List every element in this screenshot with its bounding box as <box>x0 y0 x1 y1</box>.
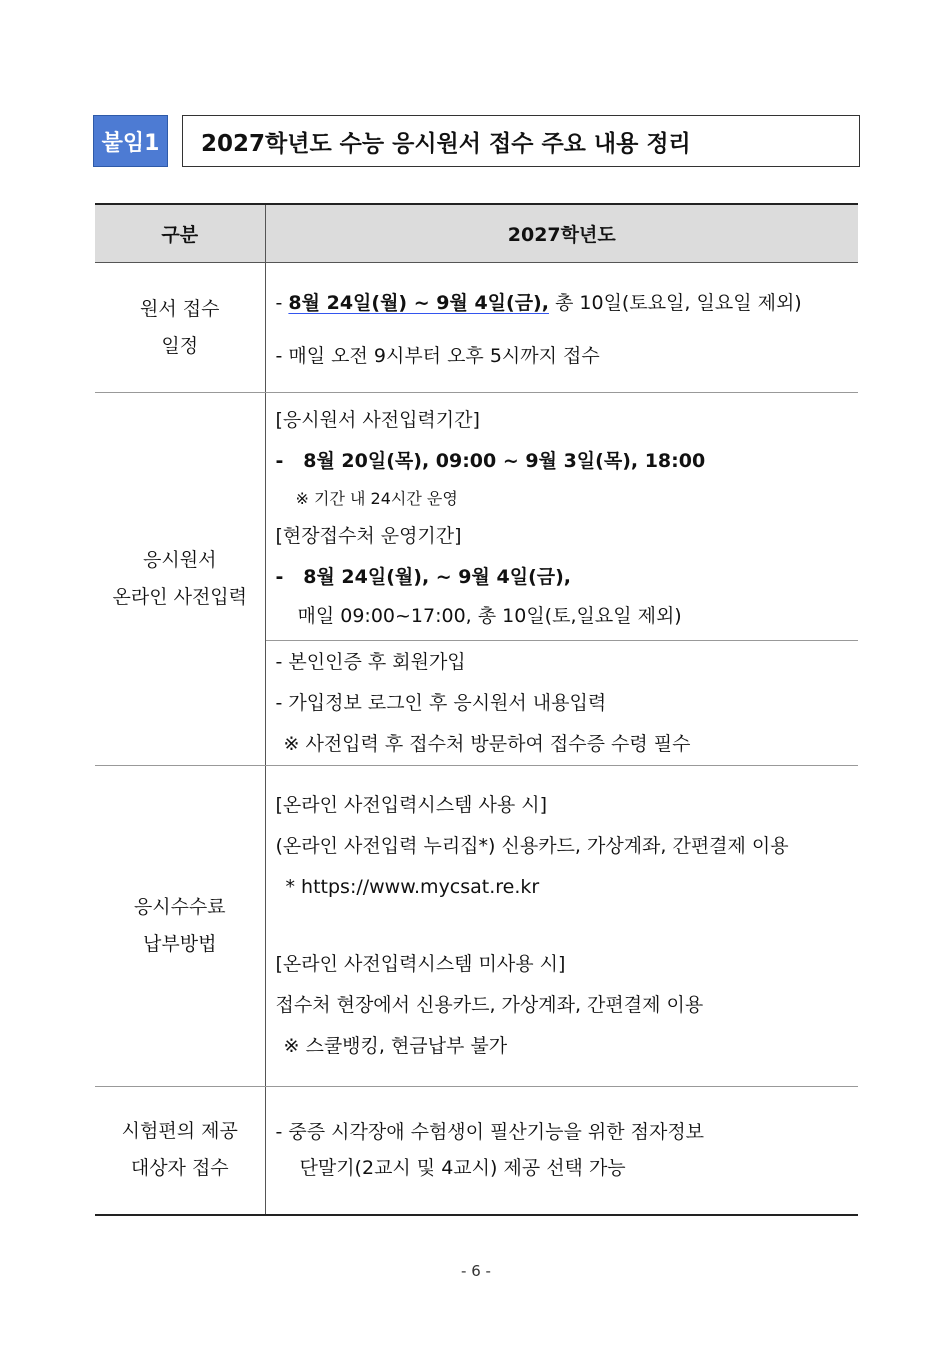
document-title <box>182 115 860 167</box>
schedule-line: - 8월 24일(월) ~ 9월 4일(금), 총 10일(토요일, 일요일 제외) <box>275 291 802 314</box>
onsite-period: - 8월 24일(월), ~ 9월 4일(금), <box>275 565 572 588</box>
table-row-online <box>95 393 858 641</box>
content-cell <box>265 263 858 393</box>
schedule-hours: - 매일 오전 9시부터 오후 5시까지 접수 <box>275 344 600 367</box>
fee-site-url: * https://www.mycsat.re.kr <box>285 876 540 898</box>
category-cell: 응시원서 온라인 사전입력 <box>95 393 265 766</box>
content-cell: [응시원서 사전입력기간] - 8월 20일(목), 09:00 ~ 9월 3일(목), 18:00 ※ 기간 내 24시간 운영 [현장접수처 운영기간] - 8월 24일(월), ~ 9월 4일(금), 매일 09:00~17:00, 총 10일(토,일요일 제외) <box>265 393 858 641</box>
content-cell: - 본인인증 후 회원가입 - 가입정보 로그인 후 응시원서 내용입력 ※ 사전입력 후 접수처 방문하여 접수증 수령 필수 <box>265 641 858 766</box>
table-row-schedule <box>95 263 858 393</box>
category-cell: 시험편의 제공 대상자 접수 <box>95 1087 265 1215</box>
content-cell: [온라인 사전입력시스템 사용 시] (온라인 사전입력 누리집*) 신용카드, 가상계좌, 간편결제 이용 * https://www.mycsat.re.kr [온라인 사전입력시스템 미사용 시] 접수처 현장에서 신용카드, 가상계좌, 간편결제 이용 ※ 스쿨뱅킹, 현금납부 불가 <box>265 766 858 1087</box>
schedule-dates: 8월 24일(월) ~ 9월 4일(금), <box>288 291 549 314</box>
category-cell: 원서 접수 일정 <box>95 263 265 393</box>
table-header-row <box>95 204 858 263</box>
summary-table <box>95 203 858 1216</box>
preinput-period: - 8월 20일(목), 09:00 ~ 9월 3일(목), 18:00 <box>275 449 706 472</box>
document-title-text: 2027학년도 수능 응시원서 접수 주요 내용 정리 <box>201 130 691 157</box>
column-header-category: 구분 <box>95 204 265 263</box>
category-cell: 응시수수료 납부방법 <box>95 766 265 1087</box>
table-row-accommodation <box>95 1087 858 1215</box>
page-number: - 6 - <box>461 1262 491 1280</box>
column-header-year: 2027학년도 <box>265 204 858 263</box>
content-cell: - 중증 시각장애 수험생이 필산기능을 위한 점자정보 단말기(2교시 및 4교시) 제공 선택 가능 <box>265 1087 858 1215</box>
table-row-fee <box>95 766 858 1087</box>
attachment-badge: 붙임1 <box>93 115 168 167</box>
